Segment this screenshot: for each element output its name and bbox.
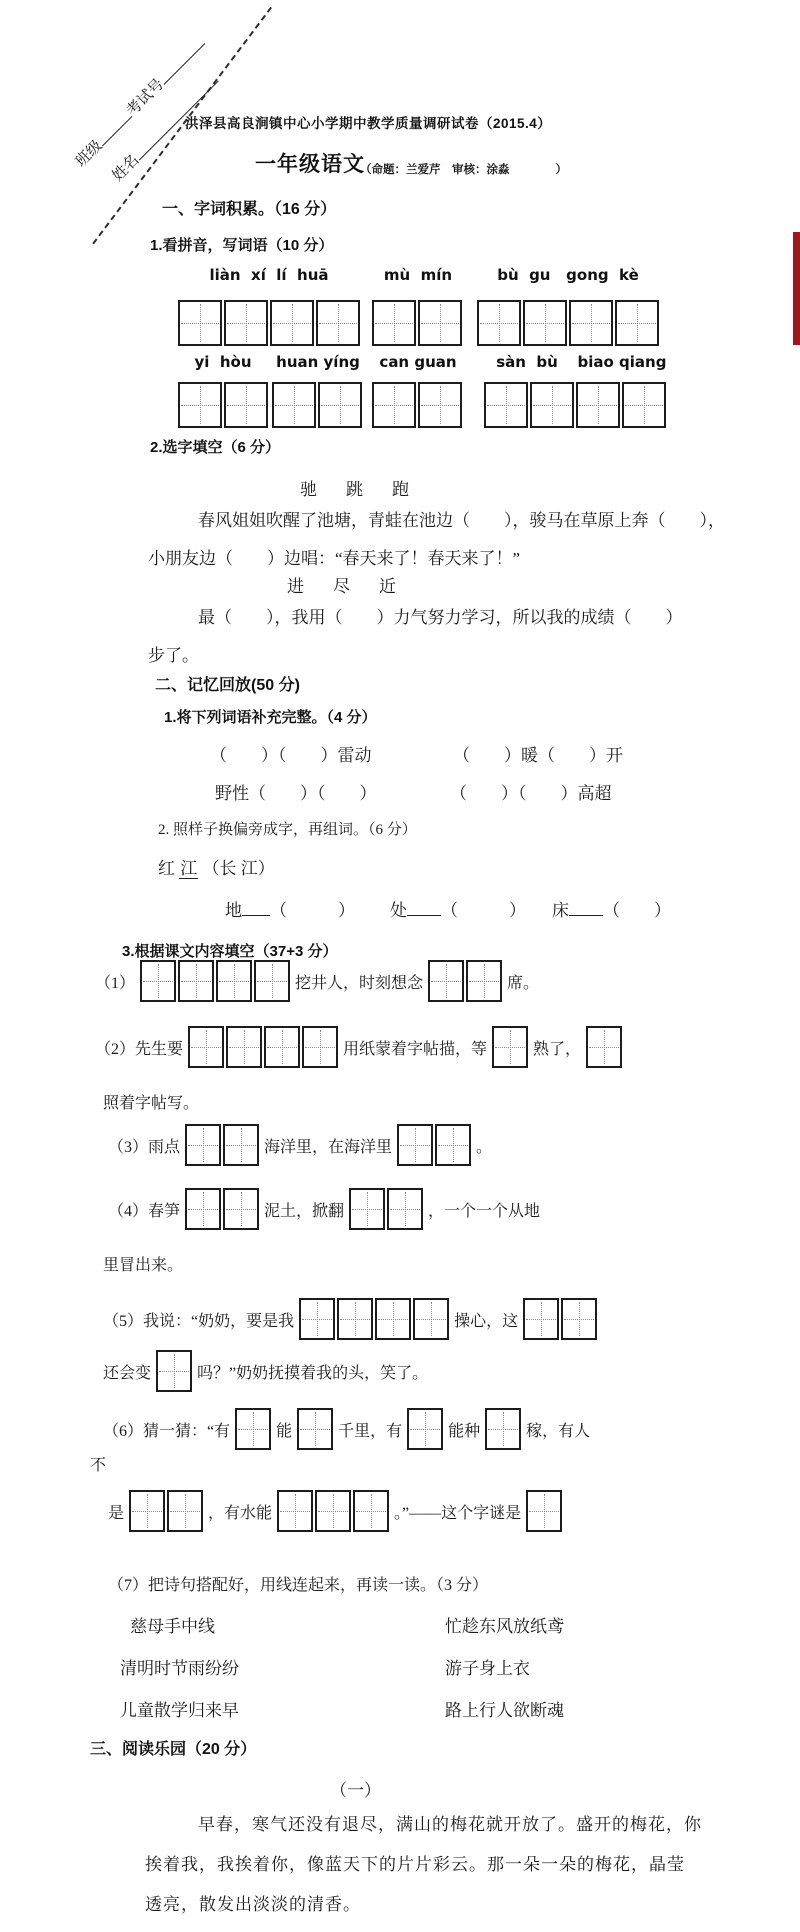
writing-boxes [576, 382, 666, 428]
item-label: （4）春笋 [108, 1202, 181, 1220]
writing-cell [622, 382, 666, 428]
radical-item-paren: （ ） [441, 901, 526, 920]
class-label: 班级 [73, 137, 106, 171]
passage-line-2: 挨着我，我挨着你，像蓝天下的片片彩云。那一朵一朵的梅花，晶莹 [145, 1855, 685, 1874]
writing-cell [526, 1490, 562, 1532]
example-word: （长 江） [202, 859, 275, 878]
passage-line-3: 透亮，散发出淡淡的清香。 [145, 1895, 361, 1914]
match-right-1: 忙趁东风放纸鸢 [445, 1617, 564, 1636]
writing-cell [477, 300, 521, 346]
subject-title: 一年级语文 [255, 153, 365, 176]
item-text: 挖井人，时刻想念 [295, 974, 424, 992]
writing-boxes [185, 1124, 259, 1166]
writing-boxes [188, 1026, 338, 1068]
name-label: 姓名 [109, 151, 143, 185]
item-text: 熟了， [533, 1040, 582, 1058]
pinyin-label: bù gu gong kè [497, 266, 639, 284]
exam-no-label: 考试号 [123, 76, 168, 120]
complete-word-1b: （ ）暖（ ）开 [453, 746, 623, 765]
word-bank-1: 驰 跳 跑 [300, 480, 415, 499]
writing-boxes [178, 382, 268, 428]
item-text: 。”——这个字谜是 [394, 1504, 522, 1522]
radical-item-1 [225, 896, 355, 921]
writing-cell [270, 300, 314, 346]
fill-sentence-1: 春风姐姐吹醒了池塘，青蛙在池边（ ），骏马在草原上奔（ ）， [198, 511, 725, 530]
writing-cell [185, 1188, 221, 1230]
paper-title: 洪泽县高良涧镇中心小学期中教学质量调研试卷（2015.4） [185, 116, 552, 131]
writing-cell [297, 1408, 333, 1450]
writing-boxes [526, 1490, 562, 1532]
radical-item-2 [390, 896, 526, 921]
writing-cell [492, 1026, 528, 1068]
writing-boxes [428, 960, 502, 1002]
item-text: 稼，有人 [526, 1422, 591, 1440]
writing-cell [375, 1298, 411, 1340]
item-text: 席。 [507, 974, 540, 992]
q2-3-heading: 3.根据课文内容填空（37+3 分） [122, 943, 338, 960]
pinyin-label: can guan [379, 353, 457, 371]
writing-cell [254, 960, 290, 1002]
writing-boxes [178, 300, 360, 346]
pinyin-label: yi hòu [194, 353, 252, 371]
item-text: 海洋里，在海洋里 [264, 1138, 393, 1156]
writing-boxes [523, 1298, 597, 1340]
writing-cell [178, 382, 222, 428]
fill-item-4 [108, 1188, 540, 1230]
writing-boxes [397, 1124, 471, 1166]
fill-sentence-3: 最（ ），我用（ ）力气努力学习，所以我的成绩（ ） [198, 608, 683, 627]
writing-boxes [185, 1188, 259, 1230]
item-label: （3）雨点 [108, 1138, 181, 1156]
item-text: 能种 [448, 1422, 481, 1440]
writing-cell [316, 300, 360, 346]
item-text: 。 [476, 1138, 493, 1156]
writing-cell [387, 1188, 423, 1230]
complete-word-2a: 野性（ ）（ ） [215, 784, 377, 803]
item-text: 是 [108, 1504, 125, 1522]
radical-example [158, 854, 275, 879]
writing-cell [530, 382, 574, 428]
writing-boxes [277, 1490, 389, 1532]
match-left-2: 清明时节雨纷纷 [120, 1659, 239, 1678]
writing-cell [167, 1490, 203, 1532]
radical-item-blank [569, 902, 603, 916]
writing-cell [315, 1490, 351, 1532]
writing-cell [561, 1298, 597, 1340]
radical-item-char: 床 [552, 901, 569, 920]
item-text: 还会变 [103, 1364, 152, 1382]
item-text: 操心，这 [454, 1312, 519, 1330]
fill-item-2 [95, 1026, 622, 1068]
word-bank-2: 进 尽 近 [287, 577, 402, 596]
writing-boxes [235, 1408, 271, 1450]
fill-item-6 [103, 1408, 590, 1450]
q1-2-heading: 2.选字填空（6 分） [150, 439, 281, 456]
fill-item-5-cont [103, 1350, 428, 1392]
writing-cell [129, 1490, 165, 1532]
item-label: （6）猜一猜：“有 [103, 1422, 231, 1440]
fill-sentence-3-cont: 步了。 [148, 646, 199, 665]
example-answer: 江 [180, 859, 198, 878]
writing-cell [523, 300, 567, 346]
example-char: 红 [158, 859, 175, 878]
writing-cell [318, 382, 362, 428]
writing-boxes [297, 1408, 333, 1450]
radical-item-blank [407, 902, 441, 916]
writing-cell [353, 1490, 389, 1532]
writing-cell [615, 300, 659, 346]
writing-boxes [492, 1026, 528, 1068]
writing-cell [302, 1026, 338, 1068]
writing-cell [156, 1350, 192, 1392]
writing-cell [277, 1490, 313, 1532]
item-text: 吗？”奶奶抚摸着我的头，笑了。 [197, 1364, 429, 1382]
pinyin-label: huan yíng [276, 353, 360, 371]
writing-cell [372, 382, 416, 428]
writing-boxes [485, 1408, 521, 1450]
match-right-3: 路上行人欲断魂 [445, 1701, 564, 1720]
red-margin-mark [793, 232, 800, 345]
complete-word-1a: （ ）（ ）雷动 [210, 746, 372, 765]
writing-cell [372, 300, 416, 346]
item-text: ，一个一个从地 [428, 1202, 541, 1220]
q2-2-heading: 2. 照样子换偏旁成字，再组词。（6 分） [158, 822, 417, 838]
item-text: ，有水能 [208, 1504, 273, 1522]
match-left-3: 儿童散学归来早 [120, 1701, 239, 1720]
fill-item-5 [103, 1298, 597, 1340]
item-label: （2）先生要 [95, 1040, 184, 1058]
writing-cell [140, 960, 176, 1002]
writing-cell [178, 960, 214, 1002]
writing-cell [586, 1026, 622, 1068]
match-left-1: 慈母手中线 [130, 1617, 215, 1636]
writing-cell [226, 1026, 262, 1068]
complete-word-2b: （ ）（ ）高超 [450, 784, 612, 803]
writing-cell [428, 960, 464, 1002]
writing-cell [397, 1124, 433, 1166]
writing-boxes [156, 1350, 192, 1392]
radical-item-3 [552, 896, 671, 921]
item-label: （5）我说：“奶奶，要是我 [103, 1312, 295, 1330]
writing-cell [407, 1408, 443, 1450]
radical-item-char: 处 [390, 901, 407, 920]
writing-boxes [586, 1026, 622, 1068]
radical-item-char: 地 [225, 901, 242, 920]
section-1-heading: 一、字词积累。（16 分） [162, 201, 337, 218]
pinyin-label: biao qiang [577, 353, 667, 371]
section-2-heading: 二、记忆回放(50 分) [155, 677, 300, 694]
writing-cell [188, 1026, 224, 1068]
pinyin-label: liàn xí lí huā [209, 266, 329, 284]
writing-boxes [407, 1408, 443, 1450]
fill-item-7-heading: （7）把诗句搭配好，用线连起来，再读一读。（3 分） [108, 1577, 489, 1594]
fill-item-1 [95, 960, 539, 1002]
radical-item-blank [242, 902, 270, 916]
fill-item-4-cont: 里冒出来。 [103, 1257, 184, 1274]
writing-boxes [372, 382, 462, 428]
writing-cell [224, 300, 268, 346]
writing-cell [235, 1408, 271, 1450]
writing-boxes [299, 1298, 449, 1340]
writing-cell [216, 960, 252, 1002]
writing-cell [223, 1188, 259, 1230]
pinyin-label: sàn bù [496, 353, 558, 371]
writing-cell [272, 382, 316, 428]
writing-boxes [477, 300, 659, 346]
item-text: 千里，有 [338, 1422, 403, 1440]
fill-item-3 [108, 1124, 492, 1166]
writing-cell [569, 300, 613, 346]
writing-cell [299, 1298, 335, 1340]
writing-cell [523, 1298, 559, 1340]
writing-boxes [484, 382, 574, 428]
passage-line-1: 早春，寒气还没有退尽，满山的梅花就开放了。盛开的梅花，你 [198, 1815, 702, 1834]
writing-cell [485, 1408, 521, 1450]
writing-cell [484, 382, 528, 428]
pinyin-label: mù mín [383, 266, 453, 284]
fill-item-6-cont1: 不 [90, 1457, 107, 1474]
writing-cell [185, 1124, 221, 1166]
writing-cell [435, 1124, 471, 1166]
writing-cell [576, 382, 620, 428]
item-text: 泥土，掀翻 [264, 1202, 345, 1220]
writing-boxes [129, 1490, 203, 1532]
writing-cell [349, 1188, 385, 1230]
writing-boxes [349, 1188, 423, 1230]
writing-boxes [372, 300, 462, 346]
fill-item-6-cont2 [108, 1490, 562, 1532]
writing-boxes [140, 960, 290, 1002]
item-text: 用纸蒙着字帖描，等 [343, 1040, 488, 1058]
writing-cell [178, 300, 222, 346]
writing-cell [418, 382, 462, 428]
passage-part-label: （一） [330, 1781, 381, 1800]
q1-1-heading: 1.看拼音，写词语（10 分） [150, 237, 334, 254]
q2-1-heading: 1.将下列词语补充完整。（4 分） [164, 709, 377, 726]
fill-sentence-2: 小朋友边（ ）边唱：“春天来了！春天来了！” [148, 549, 521, 568]
writing-cell [418, 300, 462, 346]
fill-item-2-cont: 照着字帖写。 [103, 1095, 200, 1112]
writing-cell [224, 382, 268, 428]
item-text: 能 [276, 1422, 293, 1440]
writing-boxes [272, 382, 362, 428]
writing-cell [337, 1298, 373, 1340]
item-label: （1） [95, 974, 136, 992]
writing-cell [413, 1298, 449, 1340]
radical-item-paren: （ ） [270, 901, 355, 920]
writing-cell [223, 1124, 259, 1166]
section-3-heading: 三、阅读乐园（20 分） [90, 1741, 257, 1758]
writing-cell [466, 960, 502, 1002]
setter-reviewer-note: （命题：兰爱芹 审核：涂淼 ） [360, 164, 567, 176]
writing-cell [264, 1026, 300, 1068]
match-right-2: 游子身上衣 [445, 1659, 530, 1678]
radical-item-paren: （ ） [603, 901, 671, 920]
